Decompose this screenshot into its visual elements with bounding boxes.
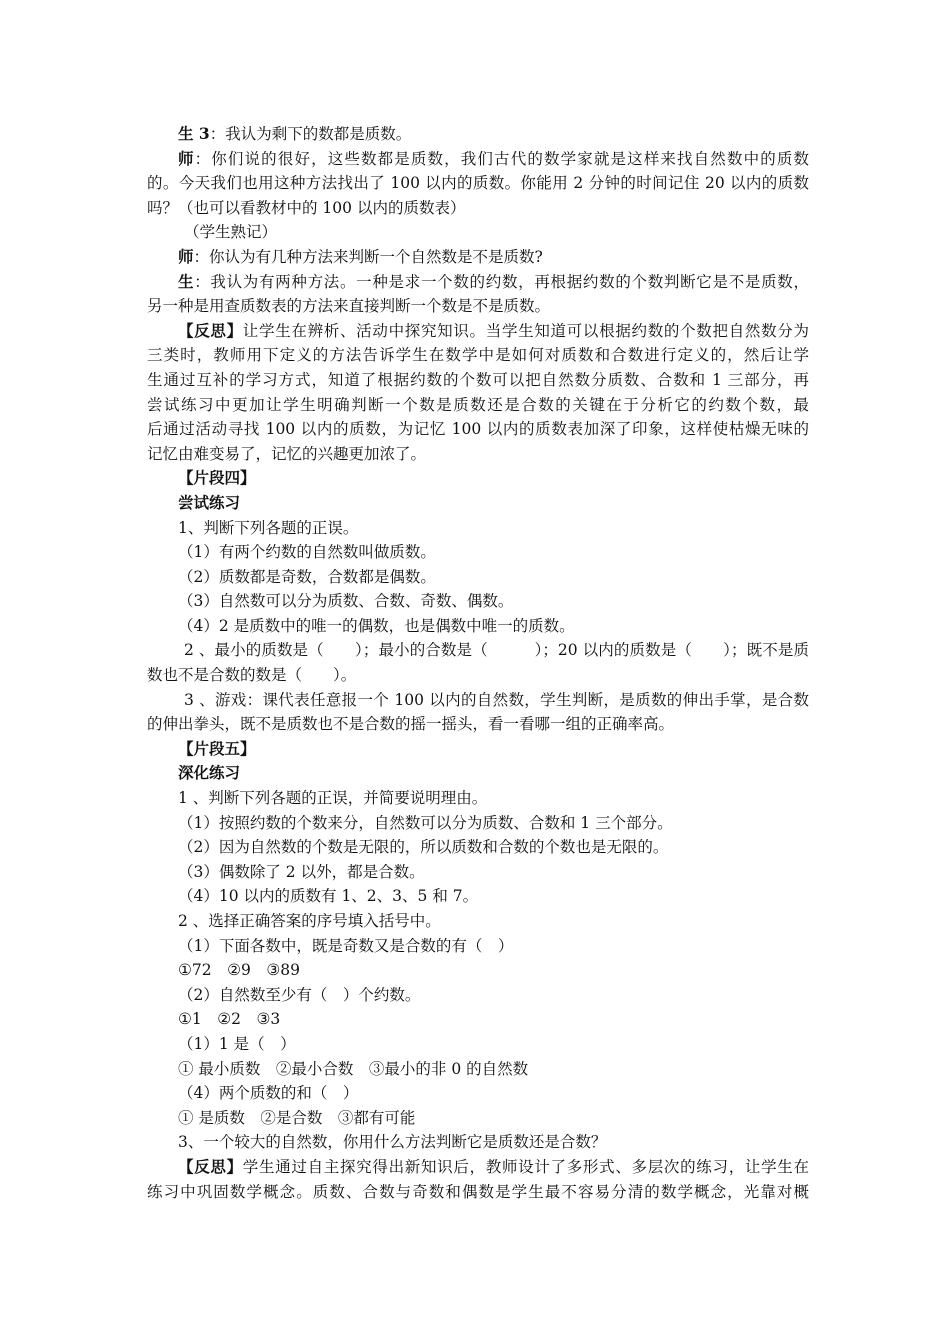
exercise-line: [147, 1081, 809, 1106]
paragraph-line: [147, 417, 809, 442]
line-text: 生通过互补的学习方式，知道了根据约数的个数可以把自然数分质数、合数和 1 三部分，再: [147, 370, 809, 389]
line-text: ① 最小质数 ②最小合数 ③最小的非 0 的自然数: [178, 1059, 529, 1078]
paragraph-line: [147, 319, 809, 344]
line-text: 的。今天我们也用这种方法找出了 100 以内的质数。你能用 2 分钟的时间记住 20 以内的质数: [147, 174, 809, 193]
line-text: 让学生在辨析、活动中探究知识。当学生知道可以根据约数的个数把自然数分为: [242, 321, 809, 340]
section-heading-text: 【片段四】: [178, 468, 256, 488]
exercise-line: [147, 835, 809, 860]
line-text: （3）偶数除了 2 以外，都是合数。: [178, 862, 425, 881]
paragraph-line: [147, 343, 809, 368]
subsection-heading-text: 尝试练习: [178, 493, 241, 512]
line-text: ：你们说的很好，这些数都是质数，我们古代的数学家就是这样来找自然数中的质数: [194, 149, 809, 168]
line-text: （2）质数都是奇数，合数都是偶数。: [178, 567, 436, 586]
line-text: （学生熟记）: [184, 223, 278, 242]
line-text: ：我认为有两种方法。一种是求一个数的约数，再根据约数的个数判断它是不是质数，: [194, 272, 809, 291]
exercise-line: [147, 712, 809, 737]
exercise-line: [147, 516, 809, 541]
exercise-line: [147, 638, 809, 663]
line-text: 3 、游戏：课代表任意报一个 100 以内的自然数，学生判断，是质数的伸出手掌，是合数: [184, 690, 809, 709]
subsection-heading-text: 深化练习: [178, 764, 241, 783]
paragraph-line: [147, 171, 809, 196]
line-text: ① 是质数 ②是合数 ③都有可能: [178, 1108, 416, 1127]
exercise-options: [147, 958, 809, 983]
line-text: 的伸出拳头，既不是质数也不是合数的摇一摇头，看一看哪一组的正确率高。: [147, 715, 675, 734]
exercise-line: [147, 786, 809, 811]
exercise-line: [147, 540, 809, 565]
exercise-line: [147, 909, 809, 934]
exercise-options: [147, 1057, 809, 1082]
subsection-heading: [147, 761, 809, 786]
paragraph-line: [147, 196, 809, 221]
line-text: 三类时，教师用下定义的方法告诉学生在数学中是如何对质数和合数进行定义的，然后让学: [147, 346, 809, 365]
line-text: （1）有两个约数的自然数叫做质数。: [178, 543, 436, 562]
line-text: 吗？（也可以看教材中的 100 以内的质数表）: [147, 198, 466, 217]
line-text: 1、判断下列各题的正误。: [178, 518, 359, 537]
document-body: [147, 122, 809, 1204]
exercise-line: [147, 1130, 809, 1155]
line-text: （1）按照约数的个数来分，自然数可以分为质数、合数和 1 三个部分。: [178, 813, 673, 832]
exercise-line: [147, 614, 809, 639]
subsection-heading: [147, 491, 809, 516]
line-text: （4）10 以内的质数有 1、2、3、5 和 7。: [178, 887, 479, 906]
exercise-line: [147, 811, 809, 836]
line-text: ①1 ②2 ③3: [178, 1010, 281, 1029]
paragraph-line: [147, 294, 809, 319]
paragraph-line: [147, 220, 809, 245]
line-text: 记忆由难变易了，记忆的兴趣更加浓了。: [147, 444, 427, 463]
exercise-line: [147, 688, 809, 713]
paragraph-line: [147, 1155, 809, 1180]
line-text: 1 、判断下列各题的正误，并简要说明理由。: [178, 789, 488, 808]
speaker-label: 生: [178, 271, 195, 291]
line-text: 练习中巩固数学概念。质数、合数与奇数和偶数是学生最不容易分清的数学概念，光靠对概: [147, 1182, 809, 1201]
exercise-options: [147, 1106, 809, 1131]
line-text: （2）自然数至少有（ ）个约数。: [178, 985, 421, 1004]
exercise-line: [147, 860, 809, 885]
section-heading: [147, 466, 809, 491]
exercise-line: [147, 934, 809, 959]
exercise-line: [147, 983, 809, 1008]
paragraph-line: [147, 270, 809, 295]
reflection-label: 【反思】: [178, 320, 243, 340]
line-text: 学生通过自主探究得出新知识后，教师设计了多形式、多层次的练习，让学生在: [242, 1157, 809, 1176]
exercise-line: [147, 884, 809, 909]
exercise-line: [147, 663, 809, 688]
line-text: 3、一个较大的自然数，你用什么方法判断它是质数还是合数？: [178, 1133, 607, 1152]
exercise-line: [147, 1032, 809, 1057]
line-text: 后通过活动寻找 100 以内的质数，为记忆 100 以内的质数表加深了印象，这样使枯燥无味的: [147, 420, 809, 439]
line-text: 数也不是合数的数是（ ）。: [147, 666, 357, 685]
paragraph-line: [147, 1180, 809, 1205]
line-text: （4）两个质数的和（ ）: [178, 1084, 359, 1103]
section-heading-text: 【片段五】: [178, 738, 256, 758]
speaker-label: 生 3: [178, 124, 210, 143]
section-heading: [147, 737, 809, 762]
exercise-line: [147, 565, 809, 590]
line-text: （1）1 是（ ）: [178, 1034, 296, 1053]
line-text: ：我认为剩下的数都是质数。: [209, 125, 412, 143]
paragraph-line: [147, 122, 809, 147]
line-text: （1）下面各数中，既是奇数又是合数的有（ ）: [178, 936, 514, 955]
exercise-options: [147, 1007, 809, 1032]
line-text: （3）自然数可以分为质数、合数、奇数、偶数。: [178, 592, 514, 611]
line-text: 尝试练习中更加让学生明确判断一个数是质数还是合数的关键在于分析它的约数个数，最: [147, 395, 809, 414]
reflection-label: 【反思】: [178, 1156, 243, 1176]
paragraph-line: [147, 393, 809, 418]
speaker-label: 师: [178, 246, 194, 266]
line-text: 2 、选择正确答案的序号填入括号中。: [178, 912, 441, 930]
line-text: 2 、最小的质数是（ ）；最小的合数是（ ）；20 以内的质数是（ ）；既不是质: [184, 641, 809, 660]
line-text: 另一种是用查质数表的方法来直接判断一个数是不是质数。: [147, 297, 551, 316]
exercise-line: [147, 589, 809, 614]
line-text: （2）因为自然数的个数是无限的，所以质数和合数的个数也是无限的。: [178, 838, 669, 857]
line-text: ①72 ②9 ③89: [178, 961, 300, 980]
paragraph-line: [147, 368, 809, 393]
paragraph-line: [147, 442, 809, 467]
paragraph-line: [147, 147, 809, 172]
paragraph-line: [147, 245, 809, 270]
line-text: ：你认为有几种方法来判断一个自然数是不是质数?: [193, 247, 543, 266]
speaker-label: 师: [178, 148, 195, 168]
line-text: （4）2 是质数中的唯一的偶数，也是偶数中唯一的质数。: [178, 616, 575, 635]
